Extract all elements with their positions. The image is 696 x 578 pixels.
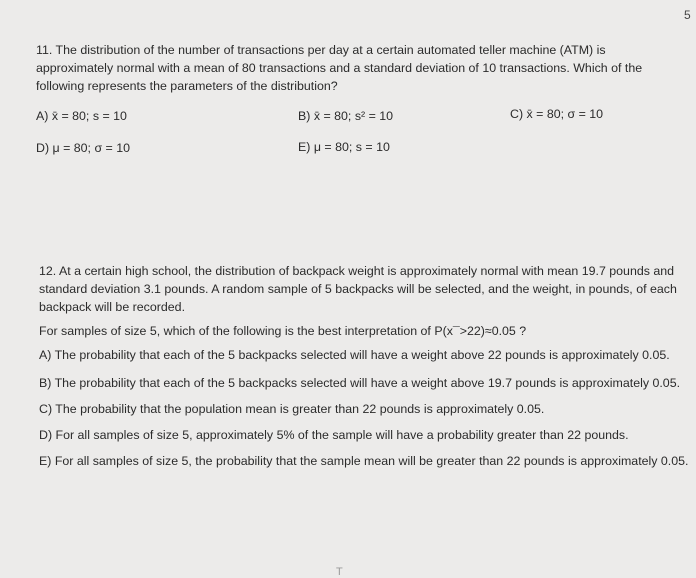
question-12-prompt: For samples of size 5, which of the following is the best interpretation of P(x¯>22)≈0.05 ? bbox=[39, 324, 527, 338]
option-12-d[interactable]: D) For all samples of size 5, approximately 5% of the sample will have a probability greater than 22 pounds. bbox=[39, 428, 629, 442]
question-11-options bbox=[36, 101, 682, 165]
option-12-c[interactable]: C) The probability that the population mean is greater than 22 pounds is approximately 0.05. bbox=[39, 402, 545, 416]
option-11-a[interactable]: A) x̄ = 80; s = 10 bbox=[36, 109, 127, 123]
question-11-stem: 11. The distribution of the number of transactions per day at a certain automated teller machine (ATM) is approximately normal with a mean of 80 transactions and a standard deviation of 10 transactions. Which of the following represents the parameters of the distribution? bbox=[36, 43, 643, 93]
text-cursor-icon: T bbox=[336, 566, 343, 578]
question-12-stem: 12. At a certain high school, the distribution of backpack weight is approximately normal with mean 19.7 pounds and standard deviation 3.1 pounds. A random sample of 5 backpacks will be selected, and the weight, in pounds, of each backpack will be recorded. bbox=[39, 264, 677, 314]
question-12 bbox=[39, 262, 689, 470]
option-11-b[interactable]: B) x̄ = 80; s² = 10 bbox=[298, 109, 394, 123]
option-12-b[interactable]: B) The probability that each of the 5 backpacks selected will have a weight above 19.7 pounds is approximately 0.05. bbox=[39, 376, 681, 390]
option-12-e[interactable]: E) For all samples of size 5, the probability that the sample mean will be greater than 22 pounds is approximately 0.05. bbox=[39, 454, 689, 468]
page-number: 5 bbox=[684, 8, 691, 22]
option-11-d[interactable]: D) μ = 80; σ = 10 bbox=[36, 141, 130, 155]
option-11-e[interactable]: E) μ = 80; s = 10 bbox=[298, 140, 390, 154]
option-12-a[interactable]: A) The probability that each of the 5 backpacks selected will have a weight above 22 pounds is approximately 0.05. bbox=[39, 348, 670, 362]
question-11 bbox=[36, 41, 682, 165]
option-11-c[interactable]: C) x̄ = 80; σ = 10 bbox=[510, 107, 604, 121]
